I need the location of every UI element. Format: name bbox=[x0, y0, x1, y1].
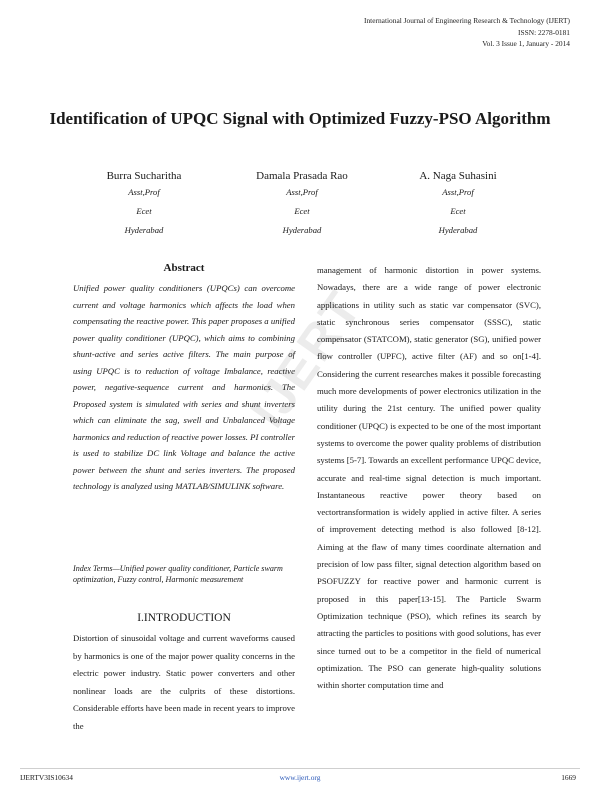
column-2-text: management of harmonic distortion in power systems. Nowadays, there are a wide range of power electronic applications in utility such as static var compensator (SVC), static synchronous series compensator (SSSC), static compensator (STATCOM), static generator (SG), unified power flow controller (UPFC), active filter (AF) and so on[1-4]. Considering the current researches makes it possible forecasting much more developments of power electronics utilization in the utility during the 21st century. The unified power quality conditioner (UPQC) is expected to be one of the most important systems to overcome the power quality problems of distribution systems [5-7]. Towards an excellent performance UPQC device, accurate and real-time signal detection is much important. Instantaneous reactive power theory based on vectortransformation is widely applied in active filter. A series of improvement detecting method is also followed [8-12]. Aiming at the flaw of many times coordinate alternation and precision of low pass filter, signal detection algorithm based on PSOFUZZY for reactive power and harmonic current is proposed in this paper[13-15]. The Particle Swarm Optimization technique (PSO), which refines its search by attracting the particles to positions with good solutions, has ever since turned out to be a competitor in the field of numerical optimization. The PSO can generate high-quality solutions within shorter computation time and bbox=[317, 265, 541, 691]
journal-issn: ISSN: 2278-0181 bbox=[518, 27, 570, 37]
author-position: Asst,Prof bbox=[128, 187, 160, 197]
footer-page-number: 1669 bbox=[561, 773, 576, 782]
author-dept: Ecet bbox=[450, 206, 466, 216]
journal-header bbox=[364, 15, 570, 50]
author-position: Asst,Prof bbox=[286, 187, 318, 197]
introduction-text: Distortion of sinusoidal voltage and current waveforms caused by harmonics is one of the major power quality concerns in the electric power industry. Static power converters and other nonlinear loads are the culprits of these distortions. Considerable efforts have been made in recent years to improve the bbox=[73, 633, 295, 731]
introduction-heading: I.INTRODUCTION bbox=[137, 612, 231, 624]
author-city: Hyderabad bbox=[282, 225, 322, 235]
author-2 bbox=[212, 169, 392, 240]
abstract-text: Unified power quality conditioners (UPQCs) can overcome current and voltage harmonics which affects the load when compensating the reactive power. This paper proposes a unified power quality conditioner (UPQC), which aims to combining shunt-active and series active filters. The main purpose of using UPQC is to reduction of voltage Imbalance, reactive power, negative-sequence current and harmonics. The Proposed system is simulated with series and shunt inverters which can eliminate the sag, swell and Unbalanced Voltage harmonics and reduction of reactive power losses. PI controller is used to stabilize DC link Voltage and balance the active power between the shunt and series inverters. The proposed technology is analyzed using MATLAB/SIMULINK software. bbox=[73, 283, 295, 491]
index-terms: Index Terms—Unified power quality conditioner, Particle swarm optimization, Fuzzy control, Harmonic measurement bbox=[73, 564, 283, 584]
author-city: Hyderabad bbox=[438, 225, 478, 235]
watermark: IJERT bbox=[239, 280, 373, 438]
journal-name: International Journal of Engineering Research & Technology (IJERT) bbox=[364, 16, 570, 25]
author-position: Asst,Prof bbox=[442, 187, 474, 197]
footer-paper-id: IJERTV3IS10634 bbox=[20, 773, 73, 782]
author-3 bbox=[368, 169, 548, 240]
author-name: Burra Sucharitha bbox=[106, 170, 182, 182]
author-name: Damala Prasada Rao bbox=[256, 170, 348, 182]
footer-rule bbox=[20, 768, 580, 769]
journal-volume: Vol. 3 Issue 1, January - 2014 bbox=[482, 39, 570, 48]
author-dept: Ecet bbox=[294, 206, 310, 216]
author-dept: Ecet bbox=[136, 206, 152, 216]
paper-title: Identification of UPQC Signal with Optimized Fuzzy-PSO Algorithm bbox=[49, 109, 551, 128]
author-1 bbox=[54, 169, 234, 240]
author-city: Hyderabad bbox=[124, 225, 164, 235]
abstract-heading: Abstract bbox=[163, 262, 205, 274]
author-name: A. Naga Suhasini bbox=[419, 170, 497, 182]
footer-url-link[interactable]: www.ijert.org bbox=[279, 773, 321, 782]
